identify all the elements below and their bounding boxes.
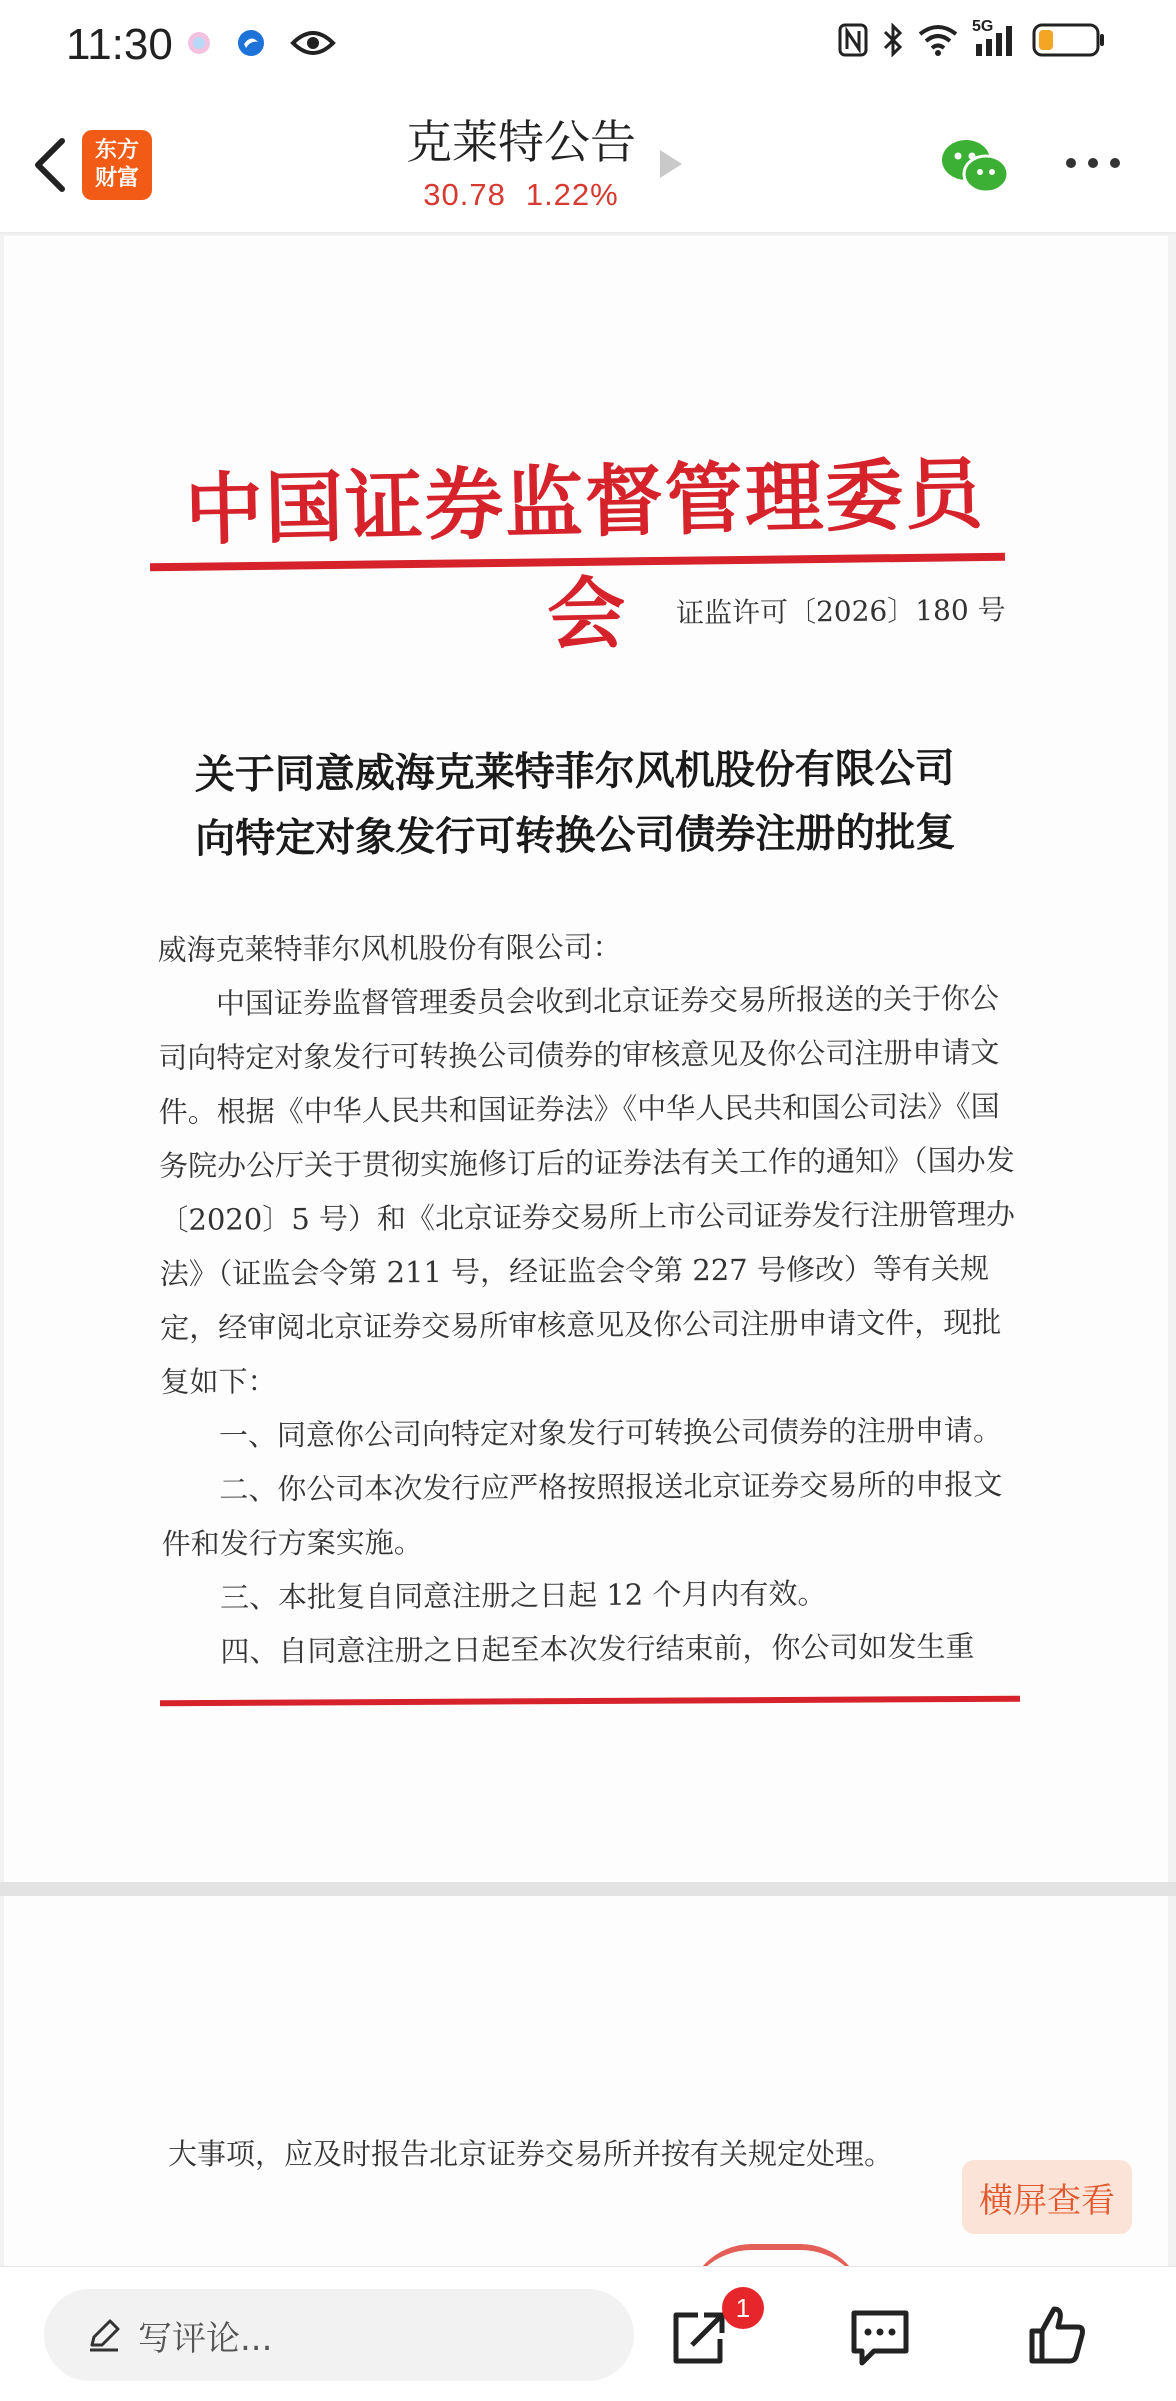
- title-block[interactable]: [396, 112, 646, 218]
- document-body: [157, 917, 1022, 1679]
- stock-price: 30.78: [423, 177, 506, 212]
- stock-change: 1.22%: [525, 177, 619, 212]
- status-icons-left: [186, 28, 336, 58]
- document-continuation: 大事项，应及时报告北京证券交易所并按有关规定处理。: [168, 2137, 894, 2171]
- brand-logo-line1: 东方: [94, 138, 139, 163]
- document-item-4: 四、自同意注册之日起至本次发行结束前，你公司如发生重: [220, 1629, 975, 1669]
- comment-placeholder: 写评论...: [138, 2318, 273, 2359]
- document-heading: [149, 736, 1000, 871]
- more-options-button[interactable]: [1066, 148, 1130, 178]
- page-title: 克莱特公告: [406, 115, 636, 169]
- signal-indicator: [972, 18, 1018, 58]
- page-separator: [0, 1882, 1176, 1896]
- document-heading-line2: 向特定对象发行可转换公司债券注册的批复: [195, 808, 956, 863]
- back-arrow-icon: [32, 137, 68, 193]
- comment-input[interactable]: [44, 2289, 634, 2381]
- wechat-share-icon[interactable]: [940, 136, 1010, 196]
- pencil-icon: [86, 2317, 122, 2353]
- document-item-2: 二、你公司本次发行应严格按照报送北京证券交易所的申报文件和发行方案实施。: [161, 1467, 1003, 1561]
- share-count-badge: 1: [722, 2287, 764, 2329]
- more-dot-icon: [1110, 158, 1120, 168]
- document-salutation: 威海克莱特菲尔风机股份有限公司：: [157, 929, 622, 968]
- landscape-view-button[interactable]: 横屏查看: [962, 2160, 1132, 2234]
- nfc-icon: [838, 23, 868, 57]
- status-bar: [0, 0, 1176, 100]
- status-time: 11:30: [66, 20, 173, 69]
- stock-quote: [396, 172, 646, 218]
- comments-icon[interactable]: [848, 2307, 912, 2369]
- thumbs-up-icon[interactable]: [1026, 2303, 1088, 2367]
- document-header-title: 中国证券监督管理委员会: [184, 448, 986, 661]
- document-heading-line1: 关于同意威海克莱特菲尔风机股份有限公司: [194, 744, 955, 799]
- eye-icon: [290, 28, 336, 58]
- app-notification-icon: [186, 30, 212, 56]
- nav-bar: [0, 100, 1176, 234]
- more-dot-icon: [1066, 158, 1076, 168]
- bluetooth-icon: [882, 23, 904, 57]
- document-paragraph: 中国证券监督管理委员会收到北京证券交易所报送的关于你公司向特定对象发行可转换公司债券的审核意见及你公司注册申请文件。根据《中华人民共和国证券法》《中华人民共和国公司法》《国务院办公厅关于贯彻实施修订后的证券法有关工作的通知》（国办发〔2020〕5 号）和《北京证券交易所上市公司证券发行注册管理办法》（证监会令第 211 号，经证监会令第 227 号修改）等有关规定，经审阅北京证券交易所审核意见及你公司注册申请文件，现批复如下：: [158, 981, 1016, 1399]
- signal-bars-icon: [972, 22, 1018, 58]
- back-button[interactable]: [20, 130, 80, 200]
- brand-logo-line2: 财富: [94, 166, 139, 191]
- browser-app-icon: [236, 28, 266, 58]
- document-item-1: 一、同意你公司向特定对象发行可转换公司债券的注册申请。: [218, 1413, 1003, 1453]
- battery-icon: [1032, 22, 1106, 58]
- wifi-icon: [918, 24, 958, 56]
- play-arrow-icon[interactable]: [660, 150, 682, 178]
- status-icons-right: [838, 18, 1106, 58]
- share-icon[interactable]: [668, 2307, 730, 2369]
- network-type-label: 5G: [972, 18, 994, 35]
- brand-logo[interactable]: [82, 130, 152, 200]
- bottom-action-bar: [0, 2266, 1176, 2401]
- more-dot-icon: [1088, 158, 1098, 168]
- document-number: 证监许可〔2026〕180 号: [675, 593, 1006, 630]
- document-item-3: 三、本批复自同意注册之日起 12 个月内有效。: [219, 1576, 827, 1615]
